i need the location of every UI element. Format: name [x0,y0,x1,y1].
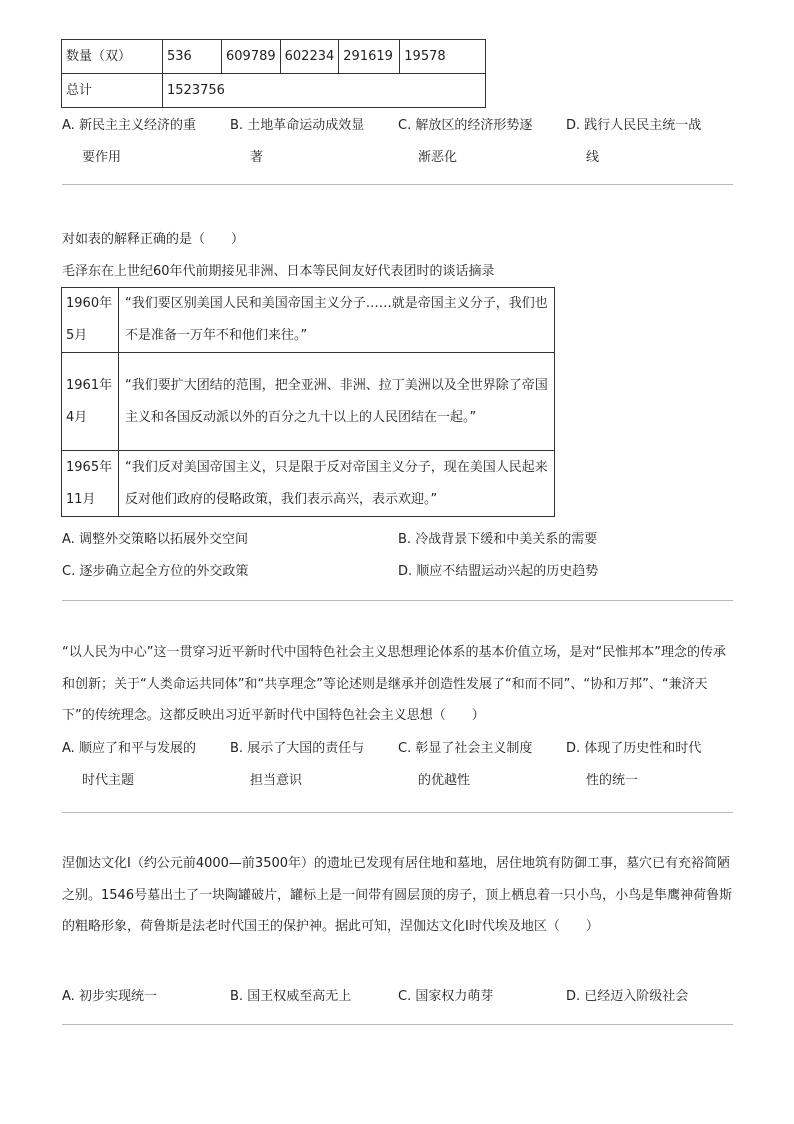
table-cell-quote: “我们要区别美国人民和美国帝国主义分子……就是帝国主义分子，我们也不是准备一万年不和他们来往。” [119,288,555,353]
q2-option-c[interactable] [62,560,248,579]
option-text: 顺应不结盟运动兴起的历史趋势 [416,564,599,579]
option-letter: C. [398,118,412,133]
q3-option-c[interactable] [398,733,558,797]
option-letter: D. [566,118,581,133]
question-divider [62,812,733,813]
q2-option-b[interactable] [398,528,597,547]
option-letter: D. [566,989,581,1004]
table-row [62,353,555,451]
q1-option-b[interactable] [230,110,390,174]
table-row [62,40,486,74]
q3-option-d[interactable] [566,733,726,797]
option-text-continued: 线 [586,150,600,165]
option-letter: A. [62,118,75,133]
table-cell: 602234 [280,40,339,74]
question-divider [62,184,733,185]
table-cell: 数量（双） [62,40,163,74]
table-cell-date: 1961年4月 [62,353,119,451]
option-letter: B. [230,118,244,133]
option-text-continued: 要作用 [82,150,122,165]
question-divider [62,1024,733,1025]
option-text: 冷战背景下缓和中美关系的需要 [415,532,598,547]
option-text: 已经迈入阶级社会 [584,989,689,1004]
option-text: 国家权力萌芽 [415,989,494,1004]
q4-option-d[interactable] [566,985,688,1004]
option-text-continued: 性的统一 [586,773,639,788]
table-cell: 609789 [222,40,281,74]
option-text: 顺应了和平与发展的 [78,741,196,756]
option-text: 新民主主义经济的重 [78,118,196,133]
table-cell-date: 1965年11月 [62,451,119,517]
table-cell: 291619 [339,40,400,74]
option-letter: B. [230,989,244,1004]
option-text: 彰显了社会主义制度 [415,741,533,756]
table-cell: 1523756 [163,74,486,108]
table-cell-date: 1960年5月 [62,288,119,353]
option-text: 体现了历史性和时代 [584,741,702,756]
option-text-continued: 担当意识 [250,773,303,788]
table-cell: 536 [163,40,222,74]
q2-table-caption: 毛泽东在上世纪60年代前期接见非洲、日本等民间友好代表团时的谈话摘录 [62,264,495,279]
option-text: 初步实现统一 [78,989,157,1004]
option-letter: B. [230,741,244,756]
option-letter: C. [398,741,412,756]
option-letter: C. [62,564,76,579]
option-text-continued: 时代主题 [82,773,135,788]
q1-data-table [61,39,486,108]
option-text-continued: 著 [250,150,264,165]
q1-option-c[interactable] [398,110,558,174]
option-letter: A. [62,741,75,756]
option-text: 调整外交策略以拓展外交空间 [78,532,248,547]
q4-option-b[interactable] [230,985,351,1004]
table-cell-quote: “我们反对美国帝国主义，只是限于反对帝国主义分子，现在美国人民起来反对他们政府的侵略政策，我们表示高兴，表示欢迎。” [119,451,555,517]
option-text: 土地革命运动成效显 [247,118,365,133]
q2-quote-table [61,287,555,517]
option-text: 国王权威至高无上 [247,989,352,1004]
question-divider [62,600,733,601]
table-row [62,451,555,517]
option-letter: C. [398,989,412,1004]
q1-option-d[interactable] [566,110,726,174]
table-row [62,288,555,353]
table-cell: 19578 [400,40,486,74]
q4-option-c[interactable] [398,985,493,1004]
q2-option-a[interactable] [62,528,248,547]
option-text: 逐步确立起全方位的外交政策 [79,564,249,579]
q4-stem: 涅伽达文化Ⅰ（约公元前4000—前3500年）的遗址已发现有居住地和墓地，居住地筑有防御工事，墓穴已有充裕简陋之别。1546号墓出土了一块陶罐破片，罐标上是一间带有圆层顶的房子，顶上栖息着一只小鸟，小鸟是隼鹰神荷鲁斯的粗略形象，荷鲁斯是法老时代国王的保护神。据此可知，涅伽达文化Ⅰ时代埃及地区（ ） [62,856,733,934]
option-letter: D. [566,741,581,756]
option-text: 解放区的经济形势逐 [415,118,533,133]
q3-option-a[interactable] [62,733,222,797]
option-text-continued: 的优越性 [418,773,471,788]
option-letter: B. [398,532,412,547]
q3-stem: “以人民为中心”这一贯穿习近平新时代中国特色社会主义思想理论体系的基本价值立场，是对“民惟邦本”理念的传承和创新；关于“人类命运共同体”和“共享理念”等论述则是继承并创造性发展了“和而不同”、“协和万邦”、“兼济天下”的传统理念。这都反映出习近平新时代中国特色社会主义思想（ ） [62,645,726,723]
option-letter: D. [398,564,413,579]
option-text: 展示了大国的责任与 [247,741,365,756]
q2-option-d[interactable] [398,560,598,579]
option-letter: A. [62,989,75,1004]
option-text: 践行人民民主统一战 [584,118,702,133]
table-cell: 总计 [62,74,163,108]
q1-option-a[interactable] [62,110,222,174]
table-cell-quote: “我们要扩大团结的范围，把全亚洲、非洲、拉丁美洲以及全世界除了帝国主义和各国反动派以外的百分之九十以上的人民团结在一起。” [119,353,555,451]
option-letter: A. [62,532,75,547]
q2-stem: 对如表的解释正确的是（ ） [62,232,245,247]
q4-option-a[interactable] [62,985,157,1004]
table-row [62,74,486,108]
option-text-continued: 渐恶化 [418,150,458,165]
q3-option-b[interactable] [230,733,390,797]
